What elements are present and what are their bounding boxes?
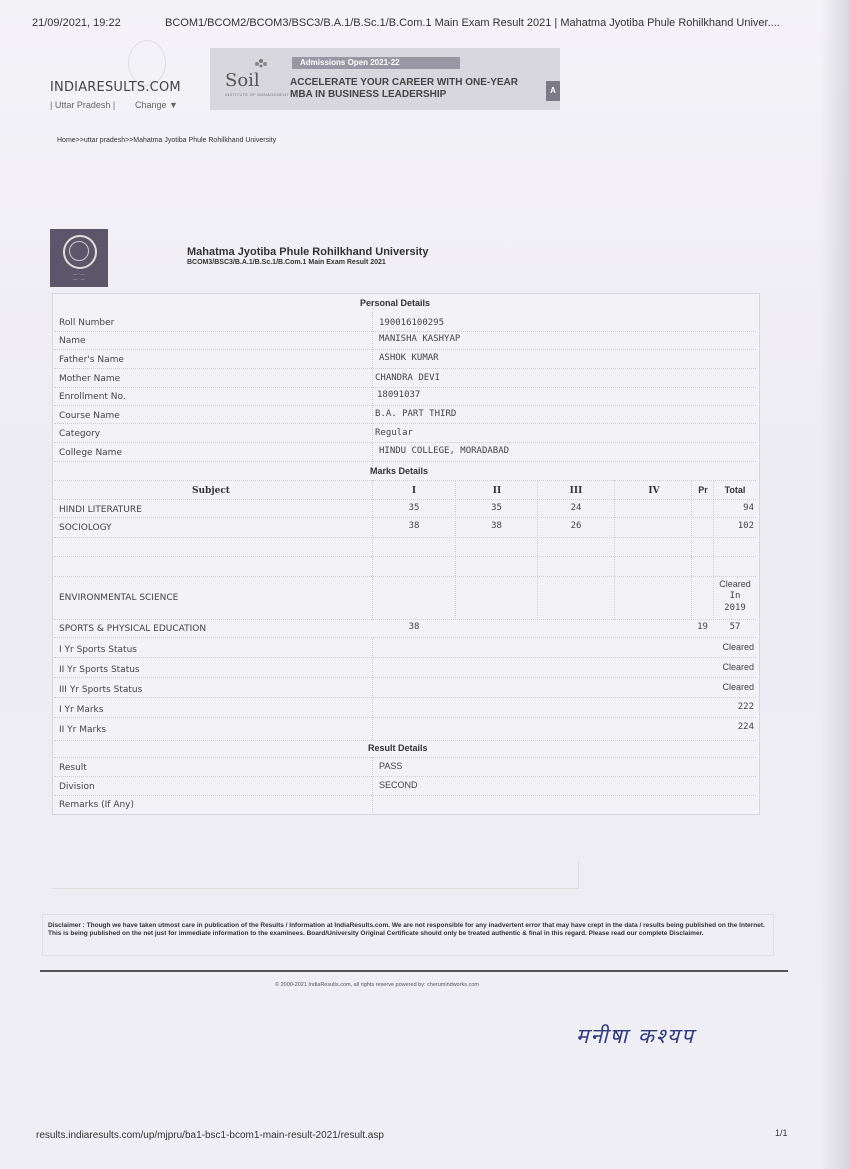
ad-headline-line2: MBA IN BUSINESS LEADERSHIP [290, 89, 447, 100]
row-divider [54, 657, 756, 658]
row-divider [54, 368, 756, 369]
value-course-name: B.A. PART THIRD [375, 409, 457, 419]
header-subject: Subject [192, 486, 230, 496]
col-divider [372, 480, 373, 620]
header-paper-3: III [569, 486, 583, 496]
row-divider [54, 697, 756, 698]
paper-2-mark: 35 [491, 503, 502, 513]
row-divider [54, 717, 756, 718]
ad-button[interactable]: A [546, 81, 560, 101]
value-division: SECOND [379, 780, 418, 790]
sports-status-value: Cleared [722, 642, 754, 652]
row-divider [54, 795, 756, 796]
status-line: Cleared [719, 579, 751, 589]
header-paper-1: I [411, 486, 417, 496]
row-divider [54, 480, 756, 481]
value-college-name: HINDU COLLEGE, MORADABAD [379, 446, 510, 456]
site-logo[interactable]: INDIARESULTS.COM [50, 80, 181, 95]
exam-title: BCOM3/BSC3/B.A.1/B.Sc.1/B.Com.1 Main Exam Result 2021 [187, 259, 386, 266]
year-marks-label: I Yr Marks [59, 705, 104, 715]
label-roll-number: Roll Number [59, 318, 115, 328]
label-result: Result [59, 763, 87, 773]
university-emblem: — · — — · — [50, 229, 108, 287]
result-details-heading: Result Details [368, 743, 428, 753]
blank-panel [52, 862, 579, 889]
paper-1-mark: 38 [408, 521, 420, 531]
col-divider [614, 480, 615, 620]
row-divider [54, 442, 756, 443]
paper-3-mark: 26 [570, 521, 582, 531]
ad-headline [290, 77, 518, 101]
change-state-link[interactable]: Change ▼ [135, 100, 178, 110]
paper-1-mark: 35 [408, 503, 420, 513]
value-fathers-name: ASHOK KUMAR [379, 353, 439, 363]
row-divider [54, 556, 756, 557]
state-label: | Uttar Pradesh | [50, 100, 116, 110]
subject-name: SOCIOLOGY [59, 523, 112, 533]
row-divider [54, 576, 756, 577]
row-divider [54, 387, 756, 388]
subject-name: HINDI LITERATURE [59, 505, 142, 515]
print-page-title: BCOM1/BCOM2/BCOM3/BSC3/B.A.1/B.Sc.1/B.Com.1 Main Exam Result 2021 | Mahatma Jyotiba Phule Rohilkhand Univer.... [165, 17, 780, 29]
disclaimer-text: Disclaimer : Though we have taken utmost care in publication of the Results / Information at IndiaResults.com. We are not responsible for any inadvertent error that may have crept in the data / results being published on the Internet. This is being published on the net just for immediate information to the examinees. Board/University Original Certificate should only be treated authentic & final in this regard. Please read our complete Disclaimer. [48, 922, 765, 937]
sports-status-label: III Yr Sports Status [59, 685, 143, 695]
copyright: © 2000-2021 IndiaResults.com, all rights reserve powered by: cherumindworks.com [275, 982, 479, 988]
label-name: Name [59, 336, 86, 346]
value-enrollment-no: 18091037 [377, 390, 421, 400]
handwritten-signature: मनीषा कश्यप [576, 1024, 696, 1048]
practical-mark: 19 [697, 622, 708, 632]
header-paper-4: IV [648, 486, 660, 496]
value-name: MANISHA KASHYAP [379, 334, 461, 344]
label-category: Category [59, 429, 101, 439]
sports-status-value: Cleared [722, 682, 754, 692]
ad-flower-icon [254, 56, 268, 68]
subject-total: 94 [743, 503, 754, 513]
label-enrollment-no: Enrollment No. [59, 392, 126, 402]
value-result: PASS [379, 761, 403, 771]
status-line: 2019 [724, 603, 746, 613]
col-divider [372, 637, 373, 740]
col-divider [537, 480, 538, 620]
personal-details-heading: Personal Details [360, 298, 431, 308]
scan-edge [820, 0, 850, 1169]
header-total: Total [724, 485, 746, 495]
row-divider [54, 349, 756, 350]
col-divider [455, 480, 456, 620]
print-url: results.indiaresults.com/up/mjpru/ba1-bsc1-bcom1-main-result-2021/result.asp [36, 1130, 384, 1141]
year-marks-label: II Yr Marks [59, 725, 107, 735]
result-table [52, 293, 760, 815]
label-college-name: College Name [59, 448, 122, 458]
status-line: In [729, 591, 741, 601]
year-marks-value: 222 [737, 702, 754, 712]
paper-3-mark: 24 [570, 503, 582, 513]
value-roll-number: 190016100295 [379, 318, 445, 328]
print-page-number: 1/1 [775, 1128, 788, 1138]
sports-status-value: Cleared [722, 662, 754, 672]
marks-details-heading: Marks Details [370, 466, 429, 476]
col-divider [691, 480, 692, 620]
header-paper-2: II [492, 486, 502, 496]
subject-name: SPORTS & PHYSICAL EDUCATION [59, 624, 207, 634]
row-divider [54, 331, 756, 332]
row-divider [54, 517, 756, 518]
row-divider [54, 677, 756, 678]
paper-1-mark: 38 [408, 622, 420, 632]
ad-banner[interactable] [210, 48, 560, 110]
value-category: Regular [375, 428, 413, 438]
row-divider [54, 461, 756, 462]
row-divider [54, 537, 756, 538]
ad-brand: Soil [225, 70, 260, 91]
label-course-name: Course Name [59, 411, 120, 421]
row-divider [54, 740, 756, 741]
row-divider [54, 776, 756, 777]
label-division: Division [59, 782, 95, 792]
paper-2-mark: 38 [491, 521, 502, 531]
row-divider [54, 619, 756, 620]
subject-total-status [714, 578, 756, 614]
row-divider [54, 405, 756, 406]
subject-total: 102 [737, 521, 754, 531]
row-divider [54, 637, 756, 638]
ad-brand-sub: INSTITUTE OF MANAGEMENT [225, 92, 290, 97]
sports-status-label: II Yr Sports Status [59, 665, 140, 675]
label-remarks: Remarks (If Any) [59, 800, 135, 810]
university-name: Mahatma Jyotiba Phule Rohilkhand University [187, 246, 429, 258]
year-marks-value: 224 [737, 722, 754, 732]
footer-divider [40, 970, 788, 972]
row-divider [54, 499, 756, 500]
subject-name: ENVIRONMENTAL SCIENCE [59, 593, 179, 603]
ad-tag: Admissions Open 2021-22 [292, 57, 460, 69]
label-mother-name: Mother Name [59, 374, 121, 384]
row-divider [54, 423, 756, 424]
ad-headline-line1: ACCELERATE YOUR CAREER WITH ONE-YEAR [290, 77, 518, 88]
header-practical: Pr [698, 485, 708, 495]
subject-total: 57 [729, 622, 741, 632]
breadcrumb[interactable]: Home>>uttar pradesh>>Mahatma Jyotiba Phule Rohilkhand University [57, 137, 277, 144]
label-fathers-name: Father's Name [59, 355, 124, 365]
col-divider [372, 757, 373, 813]
print-datetime: 21/09/2021, 19:22 [32, 17, 121, 29]
sports-status-label: I Yr Sports Status [59, 645, 137, 655]
row-divider [54, 757, 756, 758]
value-mother-name: CHANDRA DEVI [375, 373, 441, 383]
